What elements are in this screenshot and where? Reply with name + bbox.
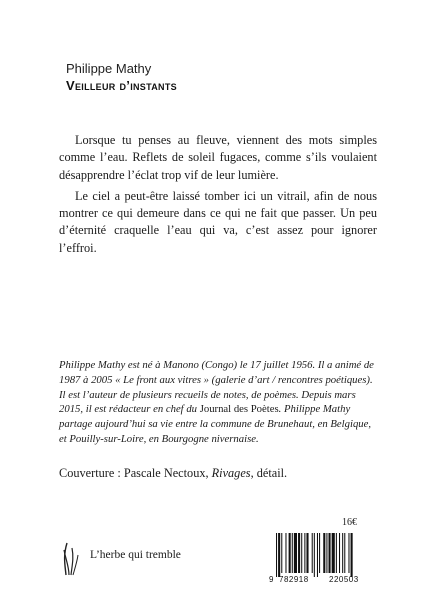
barcode-bar [326, 533, 327, 573]
barcode-bar [298, 533, 300, 573]
bio-journal-name: Journal des Poètes [199, 403, 279, 416]
barcode-bar [304, 533, 305, 573]
barcode-digit-group: 220503 [329, 575, 359, 584]
barcode-bar [292, 533, 293, 573]
price: 16€ [342, 517, 357, 528]
barcode-bar [339, 533, 340, 573]
barcode-bar [285, 533, 286, 573]
barcode-bar [314, 533, 315, 577]
barcode-bar [319, 533, 320, 573]
barcode-bar [332, 533, 335, 573]
author-bio [59, 358, 377, 447]
barcode-bar [329, 533, 331, 573]
cover-work-title: Rivages [211, 466, 251, 480]
barcode-bar [276, 533, 277, 577]
barcode-bar [317, 533, 318, 577]
bio-text: Philippe Mathy est né à Manono (Congo) le 17 juillet 1956. Il a animé de 1987 à 2005 « Le front aux vitres » (galerie d’art / rencontres poétiques). Il est l’auteur de plusieurs recueils de notes, de poèmes. Depuis mars 2015, il est rédacteur en chef du [59, 359, 374, 416]
barcode-bar [278, 533, 280, 577]
barcode-first-digit: 9 [269, 575, 274, 584]
grass-blades-icon [60, 540, 80, 576]
barcode-bar [301, 533, 302, 573]
cover-credit-suffix: , détail. [250, 466, 288, 480]
barcode-bar [306, 533, 308, 573]
excerpt-paragraph: Le ciel a peut-être laissé tomber ici un vitrail, afin de nous montrer ce qui demeure dans ce qui ne fait que passer. Un peu d’éternité craquelle l’eau qui va, c’est assez pour ignorer l’effroi. [59, 188, 377, 255]
barcode-bar [312, 533, 313, 573]
barcode-bar [348, 533, 349, 573]
barcode-bar [289, 533, 291, 573]
excerpt-paragraph: Lorsque tu penses au fleuve, viennent des mots simples comme l’eau. Reflets de soleil fugaces, comme s’ils voulaient désapprendre l’éclat trop vif de leur lumière. [59, 133, 377, 182]
barcode-digits [269, 575, 381, 584]
barcode-bar [342, 533, 343, 573]
author-name: Philippe Mathy [66, 61, 152, 76]
bio-text: . Philippe Mathy partage aujourd’hui sa vie entre la commune de Brunehaut, en Belgique, et Pouilly-sur-Loire, en Bourgogne nivernaise. [59, 403, 372, 445]
barcode-bar [281, 533, 282, 573]
book-title: Veilleur d’instants [66, 78, 177, 93]
barcode-bar [336, 533, 337, 573]
publisher-name: L’herbe qui tremble [90, 549, 181, 561]
barcode-bar [351, 533, 353, 577]
barcode-bar [294, 533, 297, 573]
barcode-bar [323, 533, 325, 573]
cover-credit [59, 466, 287, 481]
barcode-bar [344, 533, 345, 573]
cover-credit-prefix: Couverture : Pascale Nectoux, [59, 466, 212, 480]
excerpt [59, 132, 377, 261]
barcode-digit-group: 782918 [279, 575, 309, 584]
